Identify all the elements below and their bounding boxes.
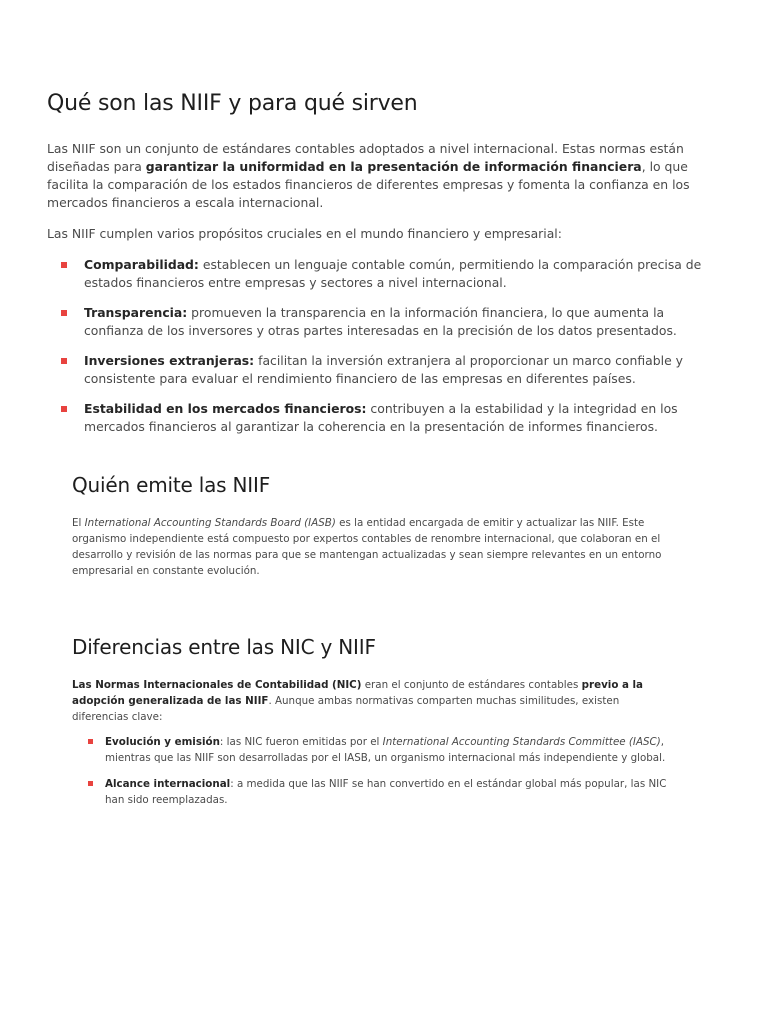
square-bullet-icon — [61, 262, 67, 268]
square-bullet-icon — [88, 739, 93, 744]
intro-bold-text: garantizar la uniformidad en la presentación de información financiera — [145, 159, 642, 174]
list-item — [47, 400, 717, 436]
square-bullet-icon — [61, 310, 67, 316]
para-text-end: es la entidad encargada de emitir y actualizar las NIIF. Este organismo independiente está compuesto por expertos contables de renombre internacional, que colaboran en el desarrollo y revisión de las normas para que se mantengan actualizadas y sean siempre relevantes en un entorno empresarial en constante evolución. — [72, 517, 662, 577]
list-item — [72, 734, 672, 766]
nic-paragraph — [72, 677, 672, 725]
list-item — [72, 776, 672, 808]
para-text: eran el conjunto de estándares contables — [361, 679, 582, 691]
list-item — [47, 352, 717, 388]
item-text-end: , mientras que las NIIF son desarrolladas por el IASB, un organismo internacional más independiente y global. — [105, 736, 666, 764]
square-bullet-icon — [88, 781, 93, 786]
para-bold-text: Las Normas Internacionales de Contabilidad (NIC) — [72, 679, 362, 691]
para-text-end: . Aunque ambas normativas comparten muchas similitudes, existen diferencias clave: — [72, 695, 620, 723]
section-title: Qué son las NIIF y para qué sirven — [47, 91, 418, 116]
differences-list — [72, 734, 672, 808]
item-title: Comparabilidad: — [84, 257, 199, 272]
para-italic-text: International Accounting Standards Board (IASB) — [84, 517, 336, 529]
section-quien-emite — [72, 470, 672, 579]
item-title: Alcance internacional — [105, 778, 231, 790]
item-title: Transparencia: — [84, 305, 188, 320]
section-title: Quién emite las NIIF — [72, 473, 271, 497]
item-title: Inversiones extranjeras: — [84, 353, 255, 368]
section-que-son-niif — [47, 88, 717, 448]
item-title: Estabilidad en los mercados financieros: — [84, 401, 367, 416]
item-italic-text: International Accounting Standards Committee (IASC) — [382, 736, 661, 748]
para-bold-text-2: previo a la adopción generalizada de las NIIF — [72, 679, 643, 707]
intro-paragraph — [47, 140, 717, 212]
item-text: facilitan la inversión extranjera al proporcionar un marco confiable y consistente para evaluar el rendimiento financiero de las empresas en diferentes países. — [84, 353, 683, 386]
item-text: : a medida que las NIIF se han convertido en el estándar global más popular, las NIC han sido reemplazadas. — [105, 778, 667, 806]
item-text: : las NIC fueron emitidas por el — [219, 736, 383, 748]
item-title: Evolución y emisión — [105, 736, 220, 748]
para-text: El — [72, 517, 85, 529]
purposes-paragraph: Las NIIF cumplen varios propósitos cruciales en el mundo financiero y empresarial: — [47, 226, 562, 241]
list-item — [47, 304, 717, 340]
square-bullet-icon — [61, 406, 67, 412]
section-diferencias — [72, 632, 672, 818]
item-text: contribuyen a la estabilidad y la integridad en los mercados financieros al garantizar la coherencia en la presentación de informes financieros. — [84, 401, 678, 434]
section-title: Diferencias entre las NIC y NIIF — [72, 635, 376, 659]
purposes-list — [47, 256, 717, 436]
intro-text: Las NIIF son un conjunto de estándares contables adoptados a nivel internacional. Estas normas están diseñadas para — [47, 141, 684, 174]
square-bullet-icon — [61, 358, 67, 364]
list-item — [47, 256, 717, 292]
item-text: establecen un lenguaje contable común, permitiendo la comparación precisa de estados financieros entre empresas y sectores a nivel internacional. — [84, 257, 702, 290]
intro-text-end: , lo que facilita la comparación de los estados financieros de diferentes empresas y fomenta la confianza en los mercados financieros a escala internacional. — [47, 159, 690, 210]
item-text: promueven la transparencia en la información financiera, lo que aumenta la confianza de los inversores y otras partes interesadas en la precisión de los datos presentados. — [84, 305, 677, 338]
iasb-paragraph — [72, 515, 672, 579]
